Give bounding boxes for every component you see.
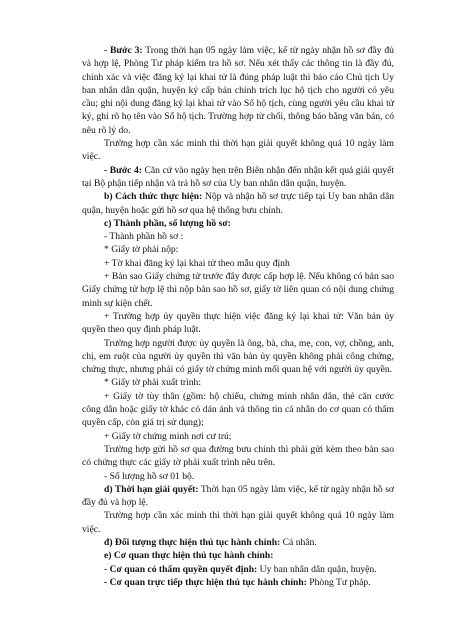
documents-to-present: * Giấy tờ phải xuất trình: xyxy=(104,377,201,389)
postal-submission-note: Trường hợp gửi hồ sơ qua đường bưu chính thì phải gửi kèm theo bản sao có chứng thực các giấy tờ phải xuất trình nêu trên. xyxy=(82,443,394,469)
residence-proof-item: + Giấy tờ chứng minh nơi cư trú; xyxy=(104,430,232,442)
decision-authority-label: - Cơ quan có thẩm quyền quyết định: xyxy=(104,563,258,575)
subjects-paragraph xyxy=(82,536,394,549)
executing-agency-label: - Cơ quan trực tiếp thực hiện thủ tục hành chính: xyxy=(104,576,307,588)
dossier-heading-paragraph xyxy=(82,217,394,230)
agency-heading: e) Cơ quan thực hiện thủ tục hành chính: xyxy=(104,550,274,562)
decision-authority-text: Uy ban nhân dân quận, huyện. xyxy=(257,563,377,575)
processing-time-text: Thời hạn 05 ngày làm việc, kể từ ngày nhận hồ sơ đầy đủ và hợp lệ. xyxy=(82,483,395,509)
document-body xyxy=(82,44,394,589)
processing-time-paragraph xyxy=(82,483,394,510)
verification-note: Trường hợp cần xác minh thì thời hạn giải quyết không quá 10 ngày làm việc. xyxy=(82,138,394,163)
authorization-relatives-note: Trường hợp người được ủy quyền là ông, bà, cha, mẹ, con, vợ, chồng, anh, chị, em ruột của người ủy quyền thì văn bản ủy quyền không phải công chứng, chứng thực, nhưng phải có giấy tờ chứng minh mối quan hệ với người ủy quyền. xyxy=(82,337,394,376)
dossier-heading: c) Thành phần, số lượng hồ sơ: xyxy=(104,217,231,229)
method-paragraph xyxy=(82,190,394,217)
step-3-paragraph xyxy=(82,44,394,137)
step-4-paragraph xyxy=(82,164,394,191)
step-4-label: - Bước 4: xyxy=(104,164,142,176)
dossier-components: - Thành phần hồ sơ : xyxy=(104,231,184,243)
death-certificate-item: + Bản sao Giấy chứng tử trước đây được cấp hợp lệ. Nếu không có bản sao Giấy chứng tử hợp lệ thì nộp bản sao hồ sơ, giấy tờ liên quan có nội dung chứng minh sự kiện chết. xyxy=(82,271,394,309)
executing-agency-text: Phòng Tư pháp. xyxy=(306,576,371,588)
processing-time-heading: d) Thời hạn giải quyết: xyxy=(104,483,199,495)
method-heading: b) Cách thức thực hiện: xyxy=(104,191,203,203)
decision-authority-paragraph xyxy=(82,563,394,576)
step-3-text: Trong thời hạn 05 ngày làm việc, kể từ ngày nhận hồ sơ đầy đủ và hợp lệ, Phòng Tư pháp kiểm tra hồ sơ. Nếu xét thấy các thông tin là đầy đủ, chính xác và việc đăng ký lại khai tử là đúng pháp luật thì báo cáo Chủ tịch Uy ban nhân dân quận, huyện ký cấp bản chính trích lục hộ tịch cho người có yêu cầu; ghi nội dung đăng ký lại khai tử vào Sổ hộ tịch, cùng người yêu cầu khai tử ký, ghi rõ họ tên vào Sổ hộ tịch. Trường hợp từ chối, thông báo bằng văn bản, có nêu rõ lý do. xyxy=(82,45,394,136)
step-4-text: Căn cứ vào ngày hẹn trên Biên nhận đến nhận kết quả giải quyết tại Bộ phận tiếp nhận và trả hồ sơ của Uy ban nhân dân quận, huyện. xyxy=(82,164,394,189)
subjects-heading: đ) Đối tượng thực hiện thủ tục hành chính: xyxy=(104,536,281,548)
agency-heading-paragraph xyxy=(82,549,394,562)
documents-to-submit: * Giấy tờ phải nộp: xyxy=(104,244,179,256)
dossier-quantity: - Số lượng hồ sơ 01 bộ. xyxy=(104,470,195,482)
authorization-item: + Trường hợp ủy quyền thực hiện việc đăng ký lại khai tử: Văn bản ủy quyền theo quy định pháp luật. xyxy=(82,310,394,336)
method-text: Nộp và nhận hồ sơ trực tiếp tại Uy ban nhân dân quận, huyện hoặc gửi hồ sơ qua hệ thống bưu chính. xyxy=(82,191,394,216)
identity-papers-item: + Giấy tờ tùy thân (gồm: hộ chiếu, chứng minh nhân dân, thẻ căn cước công dân hoặc giấy tờ khác có dán ảnh và thông tin cá nhân do cơ quan có thẩm quyền cấp, còn giá trị sử dụng); xyxy=(82,390,394,429)
step-3-label: - Bước 3: xyxy=(104,45,143,56)
executing-agency-paragraph xyxy=(82,576,394,589)
declaration-form-item: + Tờ khai đăng ký lại khai tử theo mẫu quy định xyxy=(104,257,290,269)
processing-time-note: Trường hợp cần xác minh thì thời hạn giải quyết không quá 10 ngày làm việc. xyxy=(82,510,394,535)
subjects-text: Cá nhân. xyxy=(280,536,317,548)
